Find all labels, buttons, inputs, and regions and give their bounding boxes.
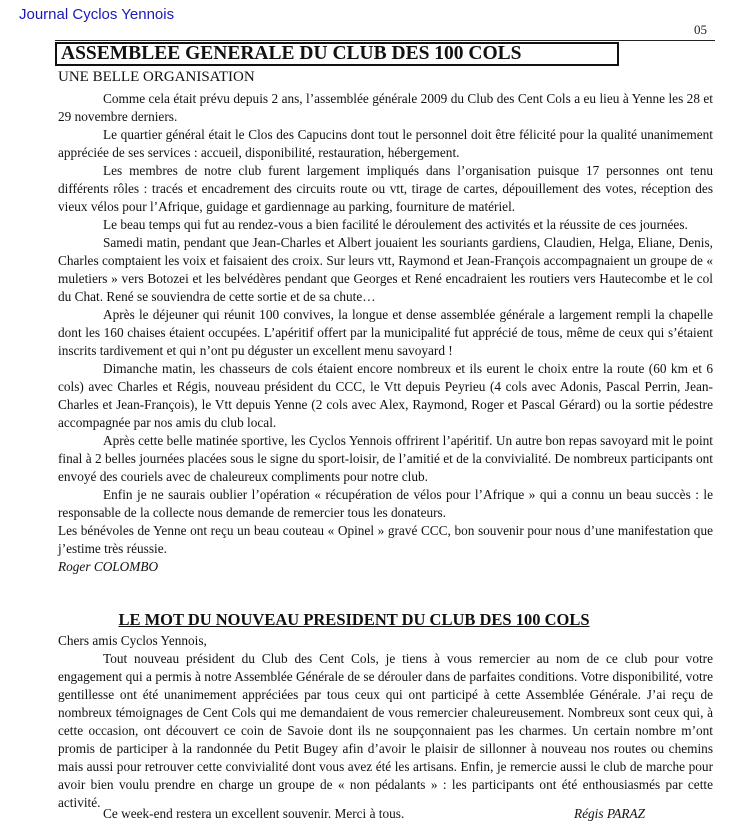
letter-greeting: Chers amis Cyclos Yennois,	[58, 633, 207, 648]
paragraph: Enfin je ne saurais oublier l’opération « récupération de vélos pour l’Afrique » qui a connu un beau succès : le responsable de la collecte nous demande de remercier tous les donateurs.	[58, 487, 713, 520]
page-number: 05	[694, 22, 707, 37]
letter-paragraph: Tout nouveau président du Club des Cent Cols, je tiens à vous remercier au nom de ce club pour votre engagement qui a permis à notre Assemblée Générale de se dérouler dans de parfaites conditions. Votre disponibilité, votre gentillesse ont été unanimement appréciées par tous ceux qui ont participé à cette Assemblée Générale. J’ai reçu de nombreux témoignages de Cent Cols qui me demandaient de vous remercier chaleureusement. Nombreux sont ceux qui, à cette occasion, ont découvert ce coin de Savoie dont ils ne soupçonnaient pas les charmes. Un certain nombre m’ont promis de participer à la randonnée du Petit Bugey afin d’avoir le plaisir de sillonner à nouveau nos routes ou chemins mais aussi pour retrouver cette convivialité dont vous avez été les artisans. Enfin, je remercie aussi le club de marche pour avoir bien voulu prendre en charge un groupe de « non pédalants » : les participants ont été enthousiasmés par cette activité.	[58, 651, 713, 810]
closing-paragraph: Les bénévoles de Yenne ont reçu un beau couteau « Opinel » gravé CCC, bon souvenir pour nous d’une manifestation que j’estime très réussie.	[58, 523, 713, 556]
letter-closing-line	[58, 805, 713, 823]
journal-name: Journal Cyclos Yennois	[19, 6, 175, 23]
article-title-boxed: ASSEMBLEE GENERALE DU CLUB DES 100 COLS	[55, 42, 619, 66]
paragraph: Le beau temps qui fut au rendez-vous a bien facilité le déroulement des activités et la réussite de ces journées.	[103, 217, 688, 232]
author-signature: Roger COLOMBO	[58, 559, 159, 574]
president-signature: Régis PARAZ	[574, 806, 646, 821]
paragraph: Après le déjeuner qui réunit 100 convives, la longue et dense assemblée générale a largement rempli la chapelle dont les 160 chaises étaient occupées. L’apéritif offert par la municipalité fut apprécié de tous, même de ceux qui s’étaient inscrits tardivement et qui n’ont pu déguster un excellent menu savoyard !	[58, 307, 713, 358]
paragraph: Après cette belle matinée sportive, les Cyclos Yennois offrirent l’apéritif. Un autre bon repas savoyard mit le point final à 2 belles journées placées sous le signe du sport-loisir, de l’amitié et de la convivialité. De nombreux participants ont envoyé des couriels avec de chaleureux compliments pour notre club.	[58, 433, 713, 484]
article-subtitle: UNE BELLE ORGANISATION	[58, 69, 255, 85]
article-body	[58, 90, 713, 576]
header-rule	[55, 40, 715, 41]
paragraph: Samedi matin, pendant que Jean-Charles et Albert jouaient les souriants gardiens, Claudien, Helga, Eliane, Denis, Charles comptaient les voix et faisaient des croix. Sur leurs vtt, Raymond et Jean-François accompagnaient un groupe de « muletiers » vers Botozei et les belvédères pendant que Georges et René encadraient les routiers vers Hautecombe et le col du Chat. René se souviendra de cette sortie et de sa chute…	[58, 235, 713, 304]
paragraph: Les membres de notre club furent largement impliqués dans l’organisation puisque 17 personnes ont tenu différents rôles : tracés et encadrement des circuits route ou vtt, tirage de cartes, dépouillement des votes, réception des vieux vélos pour l’Afrique, guidage et gardiennage au parking, fourniture de matériel.	[58, 163, 713, 214]
letter-last-sentence: Ce week-end restera un excellent souvenir. Merci à tous.	[103, 806, 405, 821]
paragraph: Le quartier général était le Clos des Capucins dont tout le personnel doit être félicité pour la qualité unanimement appréciée de ses services : accueil, disponibilité, restauration, hébergement.	[58, 127, 713, 160]
letter-body	[58, 632, 713, 812]
paragraph: Dimanche matin, les chasseurs de cols étaient encore nombreux et ils eurent le choix entre la route (60 km et 6 cols) avec Charles et Régis, nouveau président du CCC, le Vtt depuis Peyrieu (4 cols avec Adonis, Pascal Perrin, Jean-Charles et Jean-François), le Vtt depuis Yenne (2 cols avec Alex, Raymond, Roger et Pascal Gérard) ou la sortie pédestre accompagnée par nos amis du club local.	[58, 361, 713, 430]
second-article-title: LE MOT DU NOUVEAU PRESIDENT DU CLUB DES 100 COLS	[118, 610, 590, 629]
paragraph: Comme cela était prévu depuis 2 ans, l’assemblée générale 2009 du Club des Cent Cols a eu lieu à Yenne les 28 et 29 novembre derniers.	[58, 91, 713, 124]
